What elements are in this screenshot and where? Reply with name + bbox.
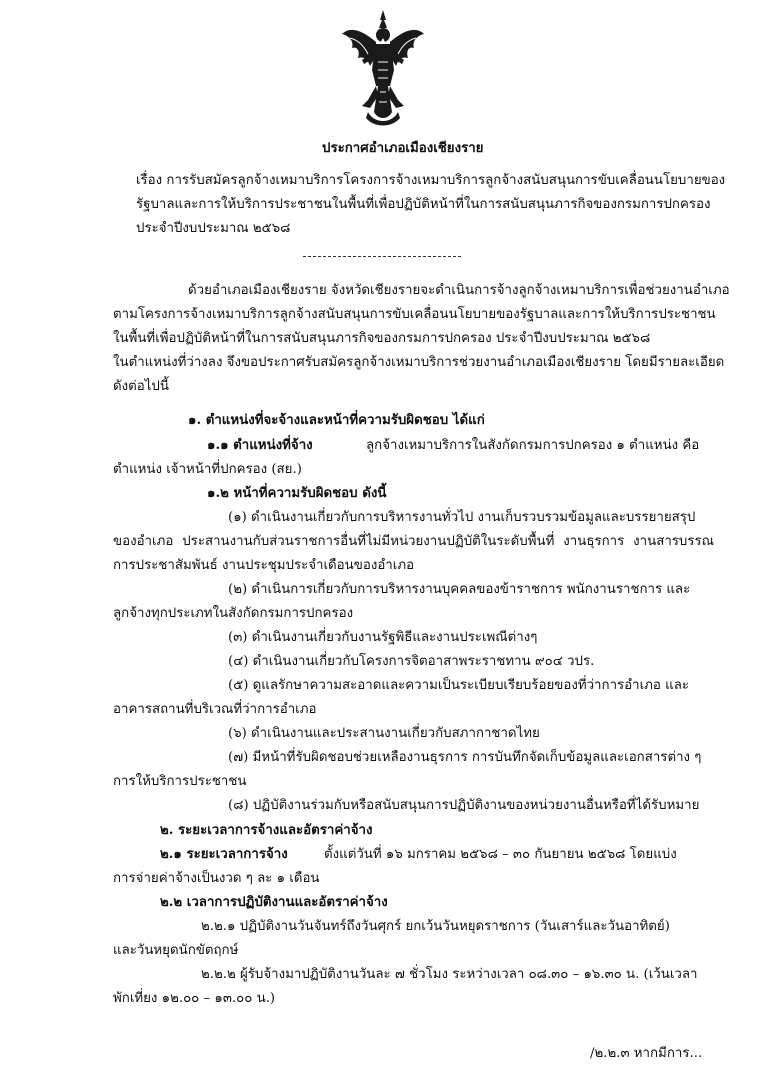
section2-2-2-line-1: ๒.๒.๒ ผู้รับจ้างมาปฏิบัติงานวันละ ๗ ชั่วโมง ระหว่างเวลา ๐๘.๓๐ – ๑๖.๓๐ น. (เว้นเวลา (201, 967, 698, 982)
duty-7-line-1: (๗) มีหน้าที่รับผิดชอบช่วยเหลืองานธุรการ การบันทึกจัดเก็บข้อมูลและเอกสารต่าง ๆ (228, 750, 702, 765)
section2-1-line2: การจ่ายค่าจ้างเป็นงวด ๆ ละ ๑ เดือน (113, 871, 320, 886)
garuda-emblem-icon (340, 8, 426, 126)
subject-line-1: เรื่อง การรับสมัครลูกจ้างเหมาบริการโครงการจ้างเหมาบริการลูกจ้างสนับสนุนการขับเคลื่อนนโยบายของ (136, 173, 726, 188)
intro-line-3: ในพื้นที่เพื่อปฏิบัติหน้าที่ในการสนับสนุนภารกิจของกรมการปกครอง ประจำปีงบประมาณ ๒๕๖๘ (113, 331, 651, 346)
section2-2-2-line-2: พักเที่ยง ๑๒.๐๐ – ๑๓.๐๐ น.) (113, 991, 276, 1006)
duty-8: (๘) ปฏิบัติงานร่วมกับหรือสนับสนุนการปฏิบัติงานของหน่วยงานอื่นหรือที่ได้รับหมาย (228, 798, 700, 813)
section2-1-label: ๒.๑ ระยะเวลาการจ้าง (160, 847, 288, 862)
subject-line-3: ประจำปีงบประมาณ ๒๕๖๘ (136, 221, 291, 236)
section1-heading: ๑. ตำแหน่งที่จะจ้างและหน้าที่ความรับผิดชอบ ได้แก่ (188, 413, 485, 428)
intro-line-4: ในตำแหน่งที่ว่างลง จึงขอประกาศรับสมัครลูกจ้างเหมาบริการช่วยงานอำเภอเมืองเชียงราย โดยมีรายละเอียด (113, 355, 725, 370)
duty-2-line-1: (๒) ดำเนินการเกี่ยวกับการบริหารงานบุคคลของข้าราชการ พนักงานราชการ และ (228, 582, 691, 597)
duty-1-line-1: (๑) ดำเนินงานเกี่ยวกับการบริหารงานทั่วไป งานเก็บรวบรวมข้อมูลและบรรยายสรุป (228, 510, 696, 525)
section2-2-1-line-2: และวันหยุดนักขัตฤกษ์ (113, 943, 239, 958)
intro-line-1: ด้วยอำเภอเมืองเชียงราย จังหวัดเชียงรายจะดำเนินการจ้างลูกจ้างเหมาบริการเพื่อช่วยงานอำเภอ (188, 283, 730, 298)
section1-1-line2: ตำแหน่ง เจ้าหน้าที่ปกครอง (สย.) (113, 462, 302, 477)
duty-3: (๓) ดำเนินงานเกี่ยวกับงานรัฐพิธีและงานประเพณีต่างๆ (228, 630, 538, 645)
section1-1-label: ๑.๑ ตำแหน่งที่จ้าง (207, 438, 313, 453)
duty-5-line-2: อาคารสถานที่บริเวณที่ว่าการอำเภอ (113, 702, 317, 717)
page-continuation: /๒.๒.๓ หากมีการ... (590, 1046, 703, 1061)
section1-2-label: ๑.๒ หน้าที่ความรับผิดชอบ ดังนี้ (207, 486, 387, 501)
subject-line-2: รัฐบาลและการให้บริการประชาชนในพื้นที่เพื่อปฏิบัติหน้าที่ในการสนับสนุนภารกิจของกรมการปกครอง (136, 197, 711, 212)
section2-2-1-line-1: ๒.๒.๑ ปฏิบัติงานวันจันทร์ถึงวันศุกร์ ยกเว้นวันหยุดราชการ (วันเสาร์และวันอาทิตย์) (201, 919, 670, 934)
duty-1-line-3: การประชาสัมพันธ์ งานประชุมประจำเดือนของอำเภอ (113, 558, 415, 573)
section2-heading: ๒. ระยะเวลาการจ้างและอัตราค่าจ้าง (160, 823, 373, 838)
section2-2-label: ๒.๒ เวลาการปฏิบัติงานและอัตราค่าจ้าง (160, 895, 388, 910)
intro-line-5: ดังต่อไปนี้ (113, 379, 169, 394)
duty-5-line-1: (๕) ดูแลรักษาความสะอาดและความเป็นระเบียบเรียบร้อยของที่ว่าการอำเภอ และ (228, 678, 690, 693)
section1-1-text: ลูกจ้างเหมาบริการในสังกัดกรมการปกครอง ๑ ตำแหน่ง คือ (366, 438, 700, 453)
duty-2-line-2: ลูกจ้างทุกประเภทในสังกัดกรมการปกครอง (113, 606, 354, 621)
duty-1-line-2: ของอำเภอ ประสานงานกับส่วนราชการอื่นที่ไม่มีหน่วยงานปฏิบัติในระดับพื้นที่ งานธุรการ งานสารบรรณ (113, 534, 714, 549)
announcement-title: ประกาศอำเภอเมืองเชียงราย (322, 141, 484, 156)
separator-line (303, 256, 461, 257)
duty-6: (๖) ดำเนินงานและประสานงานเกี่ยวกับสภากาชาดไทย (228, 726, 540, 741)
intro-line-2: ตามโครงการจ้างเหมาบริการลูกจ้างสนับสนุนการขับเคลื่อนนโยบายของรัฐบาลและการให้บริการประชาชน (113, 307, 716, 322)
section2-1-text: ตั้งแต่วันที่ ๑๖ มกราคม ๒๕๖๘ – ๓๐ กันยายน ๒๕๖๘ โดยแบ่ง (324, 847, 677, 862)
duty-4: (๔) ดำเนินงานเกี่ยวกับโครงการจิตอาสาพระราชทาน ๙๐๔ วปร. (228, 654, 595, 669)
duty-7-line-2: การให้บริการประชาชน (113, 774, 247, 789)
